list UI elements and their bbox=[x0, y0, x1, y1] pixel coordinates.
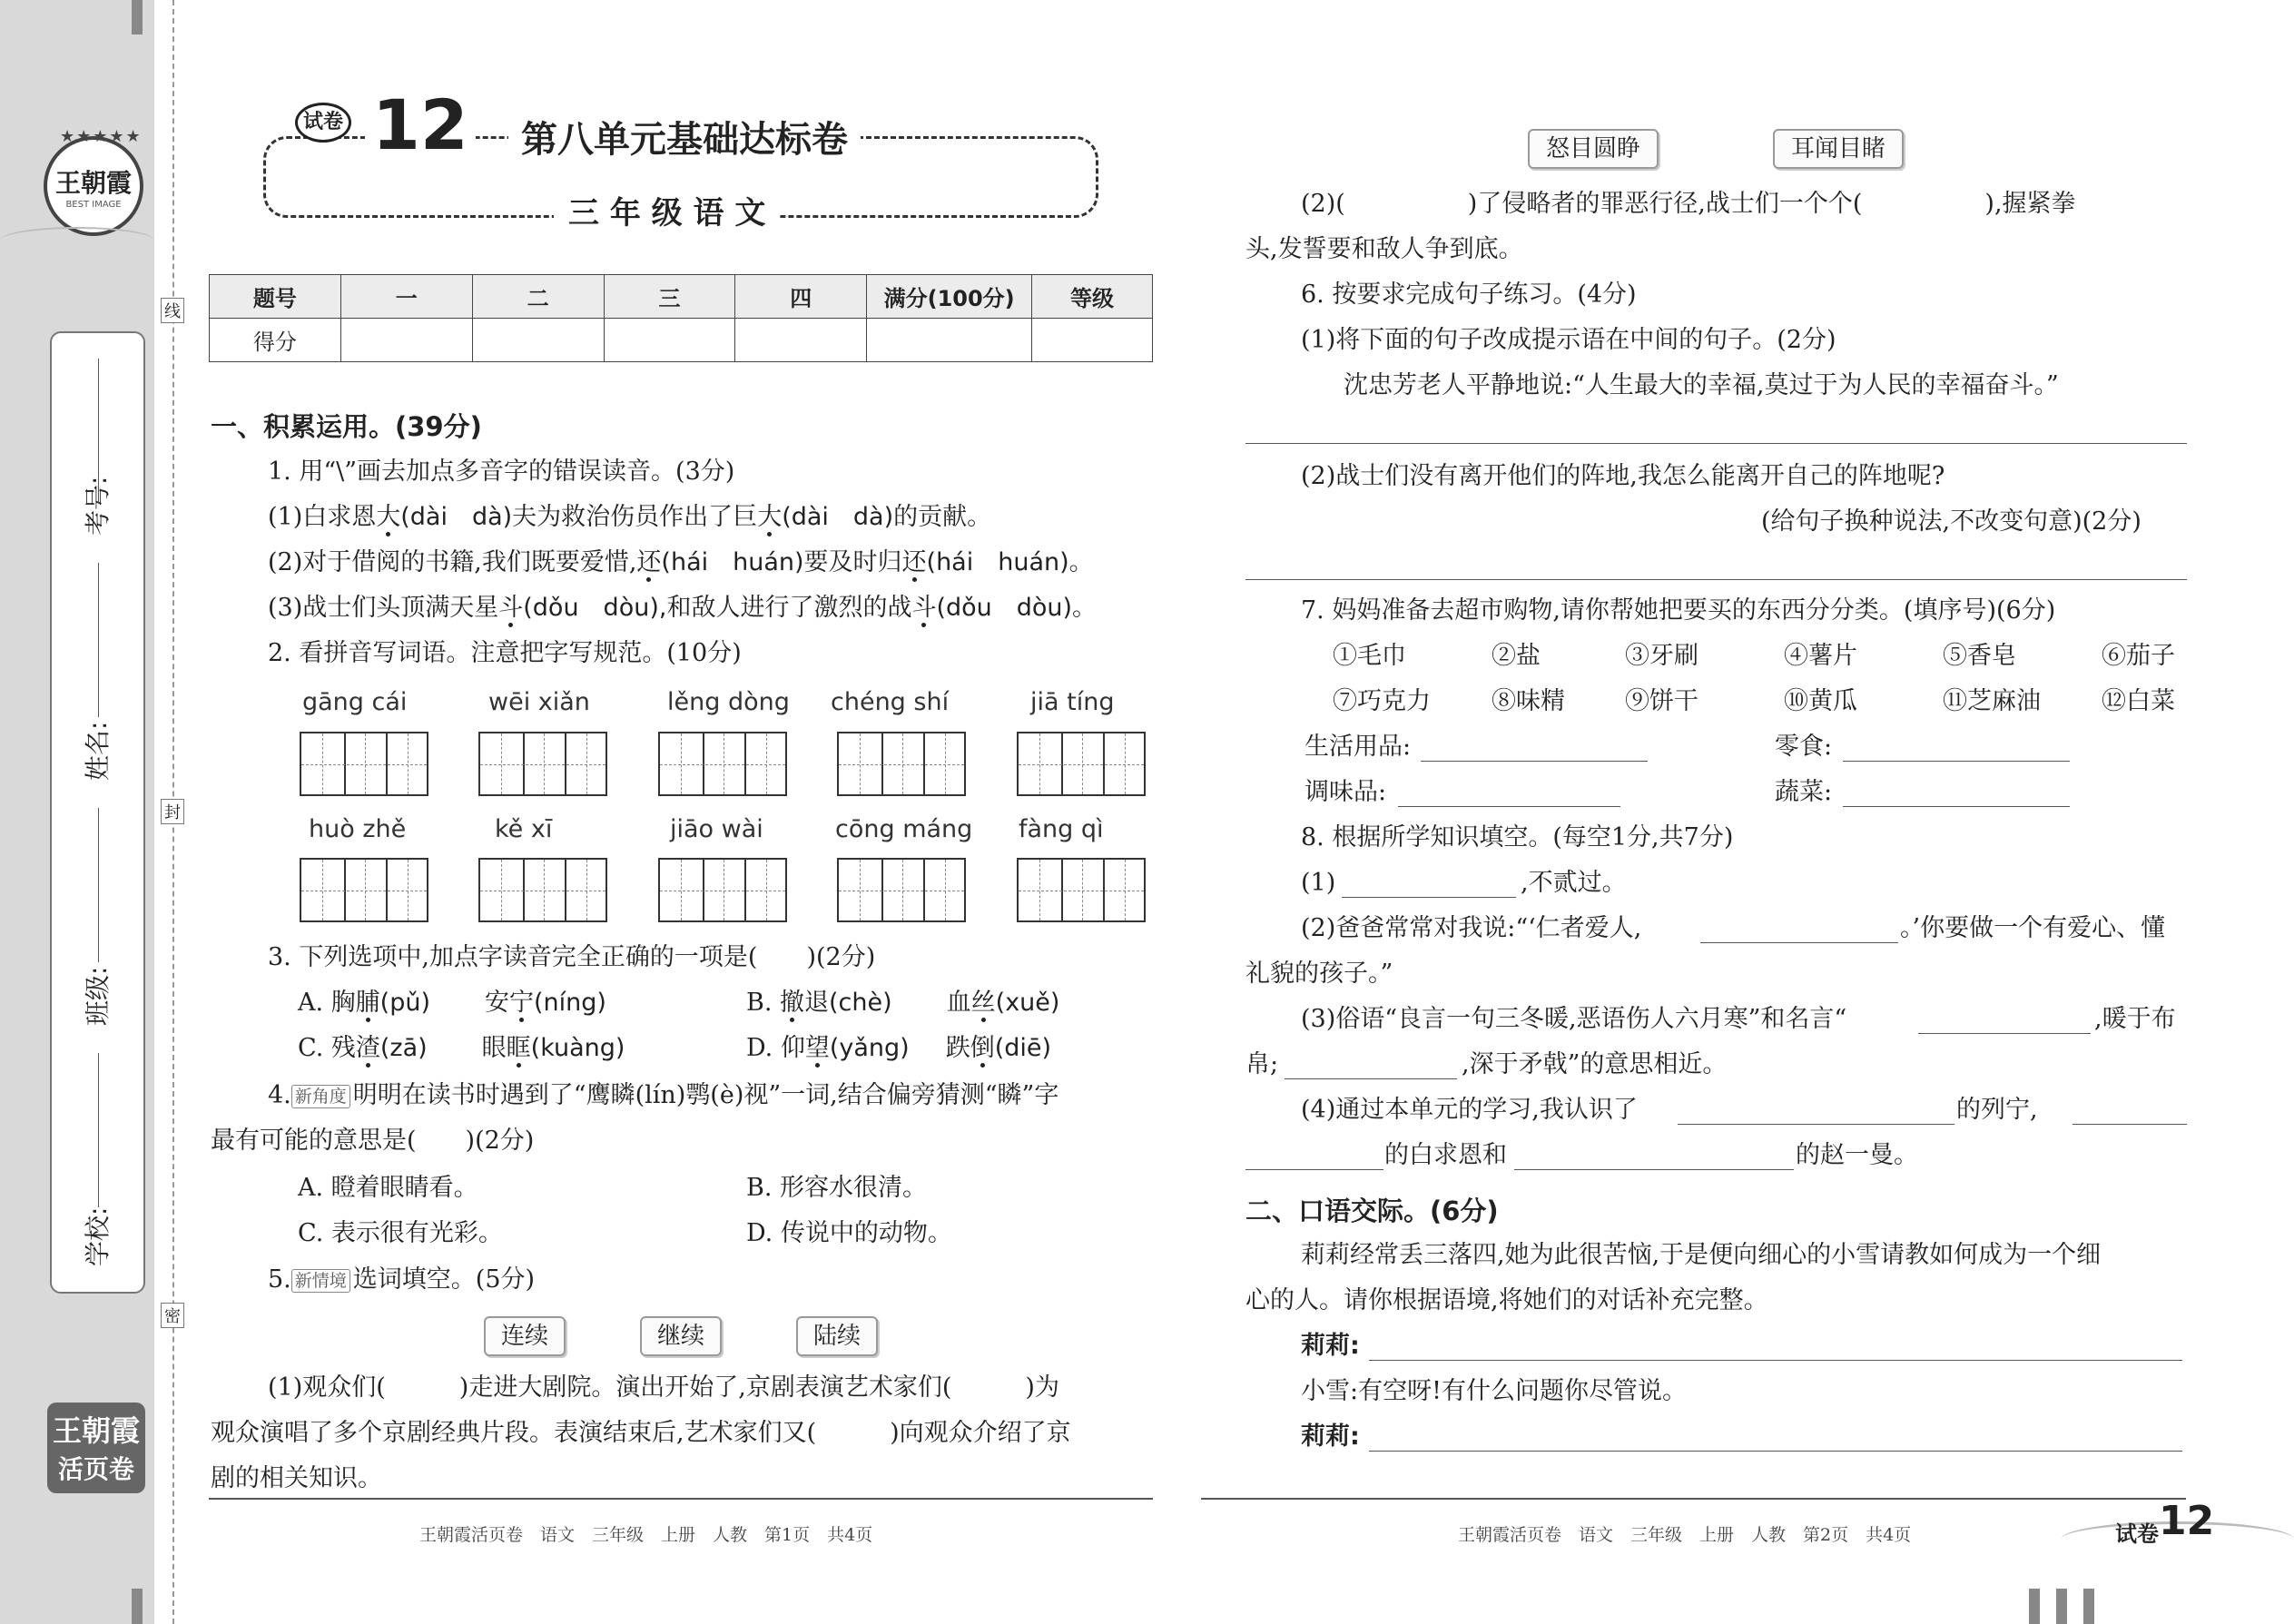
q7-cat-daily: 生活用品: bbox=[1305, 733, 1412, 761]
writing-grid[interactable] bbox=[478, 858, 607, 922]
answer-line[interactable] bbox=[2072, 1124, 2187, 1125]
q8-l1b: ,不贰过。 bbox=[1521, 869, 1627, 897]
q8-l1: (1) bbox=[1301, 869, 1336, 897]
dialog-xiaoxue: 小雪:有空呀!有什么问题你尽管说。 bbox=[1301, 1377, 1687, 1405]
side-strip-bottom-mark bbox=[132, 1589, 143, 1624]
dotted-char: 眶 bbox=[506, 1034, 531, 1062]
q4-option-d[interactable]: D. 传说中的动物。 bbox=[746, 1219, 952, 1247]
pinyin-label: cōng máng bbox=[835, 815, 973, 843]
dialog-lily-1: 莉莉: bbox=[1301, 1332, 1360, 1360]
writing-grid[interactable] bbox=[837, 858, 966, 922]
q7-item: ③牙刷 bbox=[1625, 642, 1698, 670]
text: 眼 bbox=[481, 1034, 507, 1062]
footer-badge: 试卷 bbox=[2115, 1521, 2159, 1547]
answer-line[interactable] bbox=[1285, 1078, 1457, 1079]
text: (2)对于借阅的书籍,我们既要爱惜, bbox=[268, 548, 637, 576]
bind-mark-secret: 密 bbox=[161, 1303, 184, 1328]
writing-grid[interactable] bbox=[300, 858, 428, 922]
word-choice: 陆续 bbox=[796, 1316, 878, 1356]
answer-line[interactable] bbox=[1245, 443, 2187, 444]
pinyin-label: fàng qì bbox=[1019, 815, 1104, 843]
table-cell: 题号 bbox=[210, 275, 341, 319]
score-table bbox=[209, 274, 1153, 362]
bottom-mark bbox=[2056, 1589, 2067, 1624]
score-cell[interactable] bbox=[735, 319, 867, 362]
q1-line2 bbox=[268, 547, 1094, 578]
pinyin-label: jiā tíng bbox=[1030, 688, 1115, 716]
q7-item: ⑫白菜 bbox=[2102, 687, 2175, 715]
q7-item: ⑦巧克力 bbox=[1333, 687, 1431, 715]
pinyin-label: gāng cái bbox=[302, 688, 408, 716]
q8-l3d: ,深于矛戟”的意思相近。 bbox=[1462, 1050, 1728, 1078]
pinyin-label: huò zhě bbox=[309, 815, 407, 843]
q6-title: 6. 按要求完成句子练习。(4分) bbox=[1301, 281, 1637, 309]
seal-sub-text: BEST IMAGE bbox=[65, 200, 122, 210]
bind-mark-line: 线 bbox=[161, 298, 184, 323]
new-angle-tag: 新角度 bbox=[291, 1085, 350, 1108]
q7-cat-vegetable: 蔬菜: bbox=[1775, 778, 1833, 806]
pinyin: (kuàng) bbox=[530, 1034, 625, 1062]
s2-para-line1: 莉莉经常丢三落四,她为此很苦恼,于是便向细心的小雪请教如何成为一个细 bbox=[1301, 1241, 2102, 1269]
q8-l4: (4)通过本单元的学习,我认识了 bbox=[1301, 1096, 1638, 1124]
pinyin: (zā) bbox=[379, 1034, 428, 1062]
dotted-char: 大 bbox=[376, 503, 401, 531]
q5-line bbox=[268, 1265, 535, 1295]
left-footer-rule bbox=[209, 1498, 1153, 1500]
exam-no-label: 考号: bbox=[83, 476, 113, 536]
pinyin-choice[interactable]: (dǒu dòu)。 bbox=[936, 594, 1098, 622]
left-footer: 王朝霞活页卷 语文 三年级 上册 人教 第1页 共4页 bbox=[419, 1525, 873, 1545]
section-2-title: 二、口语交际。(6分) bbox=[1245, 1196, 1499, 1226]
bottom-mark bbox=[2083, 1589, 2094, 1624]
q3-option-b[interactable] bbox=[746, 988, 1059, 1019]
text: D. 仰 bbox=[746, 1034, 805, 1062]
score-cell[interactable] bbox=[472, 319, 604, 362]
school-label: 学校: bbox=[83, 1206, 113, 1266]
answer-line[interactable] bbox=[1398, 806, 1620, 807]
new-context-tag: 新情境 bbox=[291, 1269, 350, 1293]
table-cell: 得分 bbox=[210, 319, 341, 362]
table-cell: 二 bbox=[472, 275, 604, 319]
score-table-header bbox=[210, 275, 1153, 319]
score-cell[interactable] bbox=[340, 319, 472, 362]
brand-seal bbox=[44, 127, 143, 236]
q4-option-a[interactable]: A. 瞪着眼睛看。 bbox=[298, 1174, 478, 1202]
name-line bbox=[98, 563, 99, 717]
answer-line[interactable] bbox=[1245, 1169, 1383, 1170]
dotted-char: 斗 bbox=[911, 594, 937, 622]
q8-title: 8. 根据所学知识填空。(每空1分,共7分) bbox=[1301, 823, 1734, 851]
footer-number: 12 bbox=[2159, 1498, 2215, 1544]
q3-title: 3. 下列选项中,加点字读音完全正确的一项是( )(2分) bbox=[268, 943, 876, 971]
brand-name: 王朝霞 bbox=[52, 1413, 140, 1448]
pinyin: (yǎng) bbox=[829, 1034, 910, 1062]
q7-item: ②盐 bbox=[1492, 642, 1541, 670]
q7-item: ⑧味精 bbox=[1492, 687, 1565, 715]
text: 安 bbox=[485, 989, 509, 1017]
q7-item: ①毛巾 bbox=[1333, 642, 1406, 670]
q7-item: ⑤香皂 bbox=[1943, 642, 2016, 670]
q5-para-line2: 观众演唱了多个京剧经典片段。表演结束后,艺术家们又( )向观众介绍了京 bbox=[211, 1419, 1071, 1447]
q4-number: 4. bbox=[268, 1081, 291, 1109]
q3-option-a[interactable] bbox=[298, 988, 606, 1019]
header-number: 12 bbox=[365, 89, 476, 162]
writing-grid[interactable] bbox=[837, 732, 966, 796]
dialog-lily-2: 莉莉: bbox=[1301, 1422, 1360, 1451]
dotted-char: 大 bbox=[757, 503, 783, 531]
q7-item: ⑩黄瓜 bbox=[1784, 687, 1857, 715]
q6-sub1-quote: 沈忠芳老人平静地说:“人生最大的幸福,莫过于为人民的幸福奋斗。” bbox=[1344, 371, 2059, 399]
pinyin-label: kě xī bbox=[495, 815, 553, 843]
q7-cat-seasoning: 调味品: bbox=[1305, 778, 1387, 806]
answer-line[interactable] bbox=[1678, 1124, 1954, 1125]
q5-number: 5. bbox=[268, 1265, 291, 1294]
word-choice: 耳闻目睹 bbox=[1773, 129, 1904, 169]
table-cell: 一 bbox=[340, 275, 472, 319]
exam-no-line bbox=[98, 359, 99, 504]
pinyin: 退(chè) bbox=[804, 989, 892, 1017]
answer-line[interactable] bbox=[1342, 897, 1516, 898]
pinyin-choice[interactable]: (hái huán)。 bbox=[926, 548, 1094, 576]
pinyin-choice[interactable]: (hái huán)要及时归 bbox=[661, 548, 902, 576]
dotted-char: 望 bbox=[804, 1034, 830, 1062]
text: 跌 bbox=[945, 1034, 970, 1062]
class-label: 班级: bbox=[83, 966, 113, 1026]
bottom-mark bbox=[2029, 1589, 2040, 1624]
dotted-char: 斗 bbox=[498, 594, 524, 622]
dotted-char: 还 bbox=[901, 548, 927, 576]
s2-para-line2: 心的人。请你根据语境,将她们的对话补充完整。 bbox=[1245, 1286, 1768, 1314]
pinyin-label: jiāo wài bbox=[670, 815, 763, 843]
answer-line[interactable] bbox=[1369, 1451, 2182, 1452]
q8-l3b: ,暖于布 bbox=[2094, 1005, 2176, 1033]
seal-wave bbox=[0, 227, 154, 254]
q7-item: ⑨饼干 bbox=[1625, 687, 1698, 715]
q8-l3: (3)俗语“良言一句三冬暖,恶语伤人六月寒”和名言“ bbox=[1301, 1005, 1847, 1033]
answer-line[interactable] bbox=[1514, 1169, 1794, 1170]
side-strip-top-mark bbox=[132, 0, 143, 34]
q8-l4d: 的赵一曼。 bbox=[1796, 1141, 1918, 1169]
dotted-char: 渣 bbox=[355, 1034, 380, 1062]
pinyin-label: wēi xiǎn bbox=[488, 688, 590, 716]
text: 血 bbox=[946, 989, 971, 1017]
q4-text: 明明在读书时遇到了“鹰瞵(lín)鹗(è)视”一词,结合偏旁猜测“瞵”字 bbox=[352, 1081, 1059, 1109]
text: A. 胸 bbox=[298, 989, 356, 1017]
q8-l2: (2)爸爸常常对我说:“‘仁者爱人, bbox=[1301, 914, 1642, 942]
pinyin: (xuě) bbox=[995, 989, 1060, 1017]
writing-grid[interactable] bbox=[1017, 732, 1146, 796]
pinyin-choice[interactable]: (dǒu dòu),和敌人进行了激烈的战 bbox=[523, 594, 912, 622]
q8-l3c: 帛; bbox=[1245, 1050, 1279, 1078]
pinyin: (diē) bbox=[994, 1034, 1052, 1062]
answer-line[interactable] bbox=[1369, 1360, 2182, 1361]
q4-option-b[interactable]: B. 形容水很清。 bbox=[746, 1174, 928, 1202]
writing-grid[interactable] bbox=[658, 732, 787, 796]
q5-para-line3: 剧的相关知识。 bbox=[211, 1464, 382, 1492]
brand-badge bbox=[47, 1403, 145, 1493]
q6-sub2-note: (给句子换种说法,不改变句意)(2分) bbox=[1761, 507, 2141, 536]
writing-grid[interactable] bbox=[478, 732, 607, 796]
q7-cat-snack: 零食: bbox=[1775, 733, 1833, 761]
q4-option-c[interactable]: C. 表示很有光彩。 bbox=[298, 1219, 503, 1247]
q1-line1 bbox=[268, 502, 991, 533]
q5-2-line2: 头,发誓要和敌人争到底。 bbox=[1245, 235, 1523, 263]
right-footer: 王朝霞活页卷 语文 三年级 上册 人教 第2页 共4页 bbox=[1458, 1525, 1912, 1545]
q3-option-d[interactable] bbox=[746, 1033, 1051, 1064]
table-cell: 三 bbox=[604, 275, 735, 319]
pinyin: (pǔ) bbox=[379, 989, 430, 1017]
word-choice: 连续 bbox=[484, 1316, 566, 1356]
class-line bbox=[98, 808, 99, 962]
text: (1)白求恩 bbox=[268, 503, 377, 531]
brand-sub: 活页卷 bbox=[57, 1454, 134, 1484]
score-table-row bbox=[210, 319, 1153, 362]
dotted-char: 还 bbox=[636, 548, 662, 576]
dotted-char: 撤 bbox=[780, 989, 805, 1017]
q8-l2c: 礼貌的孩子。” bbox=[1245, 960, 1393, 988]
right-footer-rule bbox=[1201, 1498, 2186, 1500]
school-line bbox=[98, 1053, 99, 1207]
table-cell: 四 bbox=[735, 275, 867, 319]
q8-l2b: 。’你要做一个有爱心、懂 bbox=[1900, 914, 2166, 942]
section-1-title: 一、积累运用。(39分) bbox=[211, 411, 482, 442]
q5-text: 选词填空。(5分) bbox=[352, 1265, 536, 1294]
pinyin-label: chéng shí bbox=[831, 688, 950, 716]
dotted-char: 丝 bbox=[970, 989, 996, 1017]
score-cell[interactable] bbox=[604, 319, 735, 362]
table-cell: 等级 bbox=[1032, 275, 1153, 319]
bind-mark-seal: 封 bbox=[161, 799, 184, 824]
header-badge: 试卷 bbox=[295, 103, 351, 143]
seal-logo-text: 王朝霞 bbox=[54, 168, 132, 198]
writing-grid[interactable] bbox=[658, 858, 787, 922]
answer-line[interactable] bbox=[1918, 1033, 2091, 1034]
q1-line3 bbox=[268, 593, 1097, 624]
q8-l4c: 的白求恩和 bbox=[1384, 1141, 1507, 1169]
q6-sub2: (2)战士们没有离开他们的阵地,我怎么能离开自己的阵地呢? bbox=[1301, 462, 1945, 490]
word-choice: 继续 bbox=[640, 1316, 722, 1356]
q4-line2: 最有可能的意思是( )(2分) bbox=[211, 1127, 535, 1155]
answer-line[interactable] bbox=[1843, 806, 2070, 807]
pinyin-choice[interactable]: (dài dà)夫为救治伤员作出了巨 bbox=[400, 503, 758, 531]
dotted-char: 脯 bbox=[355, 989, 380, 1017]
answer-line[interactable] bbox=[1245, 579, 2187, 580]
dotted-char: 倒 bbox=[970, 1034, 995, 1062]
text: (3)战士们头顶满天星 bbox=[268, 594, 499, 622]
q2-title: 2. 看拼音写词语。注意把字写规范。(10分) bbox=[268, 639, 742, 667]
q5-para-line1: (1)观众们( )走进大剧院。演出开始了,京剧表演艺术家们( )为 bbox=[268, 1373, 1059, 1402]
q6-sub1: (1)将下面的句子改成提示语在中间的句子。(2分) bbox=[1301, 326, 1836, 354]
table-cell: 满分(100分) bbox=[867, 275, 1032, 319]
q7-title: 7. 妈妈准备去超市购物,请你帮她把要买的东西分分类。(填序号)(6分) bbox=[1301, 596, 2056, 625]
q1-title: 1. 用“\”画去加点多音字的错误读音。(3分) bbox=[268, 458, 735, 486]
q7-item: ⑪芝麻油 bbox=[1943, 687, 2041, 715]
q3-option-c[interactable] bbox=[298, 1033, 625, 1064]
score-cell[interactable] bbox=[867, 319, 1032, 362]
name-label: 姓名: bbox=[83, 721, 113, 781]
q7-item: ⑥茄子 bbox=[2102, 642, 2175, 670]
answer-line[interactable] bbox=[1843, 761, 2070, 762]
text: C. 残 bbox=[298, 1034, 356, 1062]
answer-line[interactable] bbox=[1700, 942, 1898, 943]
page-subtitle: 三 年 级 语 文 bbox=[554, 193, 780, 233]
q4-line1 bbox=[268, 1080, 1058, 1111]
seal-stars: ★★★★★ bbox=[60, 127, 143, 146]
answer-line[interactable] bbox=[1421, 761, 1648, 762]
dotted-char: 宁 bbox=[509, 989, 534, 1017]
pinyin-label: lěng dòng bbox=[667, 688, 790, 716]
pinyin-choice[interactable]: (dài dà)的贡献。 bbox=[782, 503, 992, 531]
q5-2-line1: (2)( )了侵略者的罪恶行径,战士们一个个( ),握紧拳 bbox=[1301, 190, 2076, 218]
text: B. bbox=[746, 989, 781, 1017]
word-choice: 怒目圆睁 bbox=[1528, 129, 1659, 169]
page-title: 第八单元基础达标卷 bbox=[508, 118, 861, 162]
writing-grid[interactable] bbox=[300, 732, 428, 796]
q8-l4b: 的列宁, bbox=[1956, 1096, 2038, 1124]
writing-grid[interactable] bbox=[1017, 858, 1146, 922]
q7-item: ④薯片 bbox=[1784, 642, 1857, 670]
pinyin: (níng) bbox=[534, 989, 606, 1017]
score-cell[interactable] bbox=[1032, 319, 1153, 362]
